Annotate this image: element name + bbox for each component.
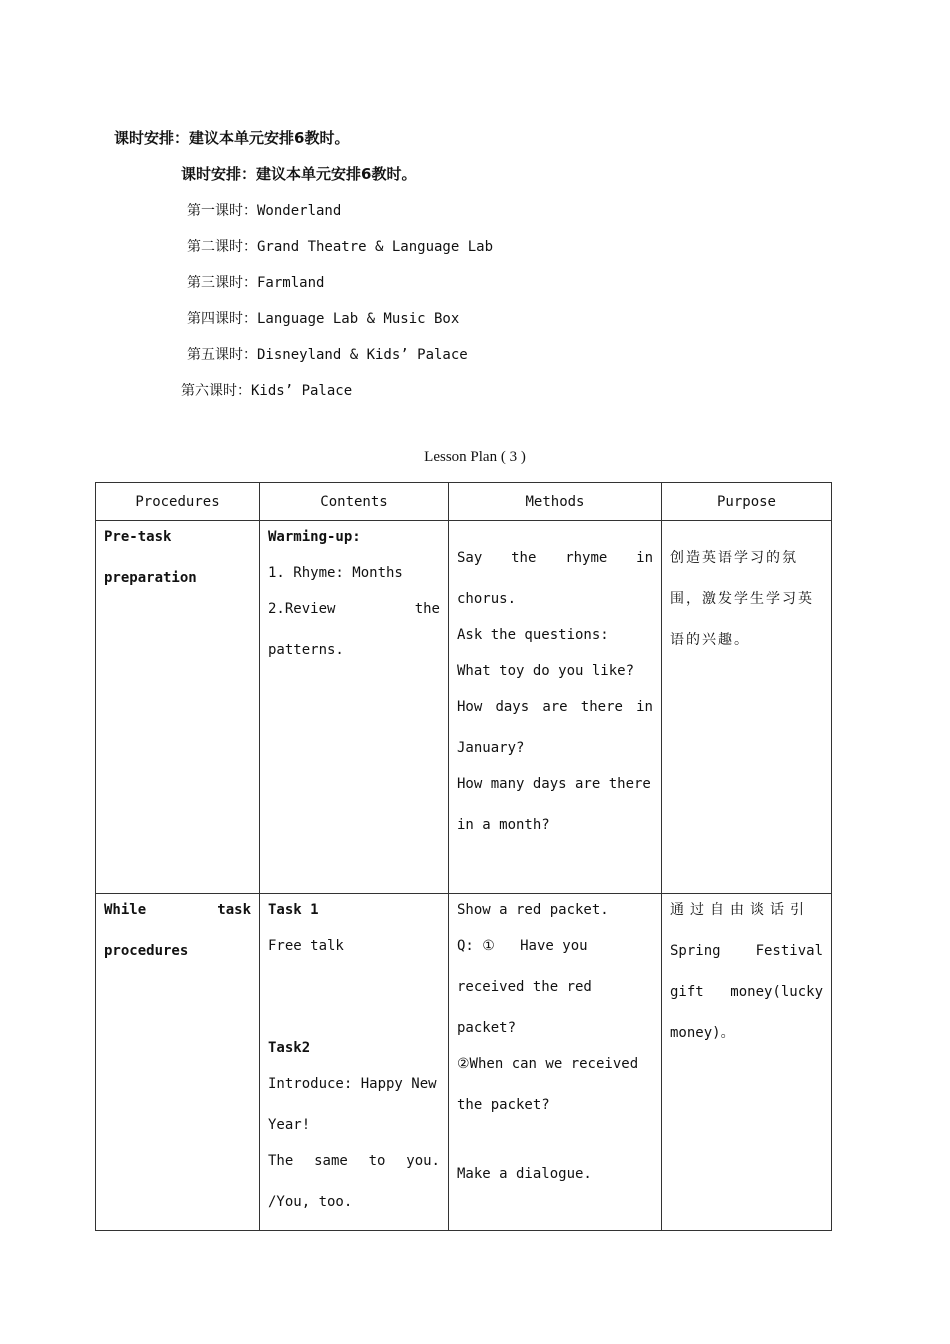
cell-word: there — [580, 699, 623, 715]
purpose-cell — [662, 521, 832, 894]
header-procedures: Procedures — [96, 483, 260, 521]
lesson-6: 第六课时：Kids’ Palace — [181, 383, 353, 399]
cell-line: Year! — [268, 1117, 311, 1133]
cell-line — [104, 900, 251, 920]
cell-word: in — [636, 550, 653, 566]
cell-line: the packet? — [457, 1097, 550, 1113]
cell-word: in — [636, 699, 653, 715]
cell-line: packet? — [457, 1020, 517, 1036]
table-row — [96, 521, 832, 894]
cell-line: preparation — [104, 570, 197, 586]
cell-word: 2.Review — [268, 601, 336, 617]
cell-word: you. — [406, 1153, 440, 1169]
table-row — [96, 894, 832, 1231]
cell-word: same — [314, 1153, 348, 1169]
cell-line — [457, 697, 653, 717]
cell-word: rhyme — [565, 550, 608, 566]
header-purpose: Purpose — [662, 483, 832, 521]
cell-line: procedures — [104, 943, 189, 959]
cell-word: the — [414, 601, 440, 617]
schedule-heading-secondary: 课时安排：建议本单元安排6教时。 — [181, 165, 417, 183]
cell-word: money(lucky — [730, 984, 823, 1000]
cell-word: to — [368, 1153, 386, 1169]
cell-line: chorus. — [457, 591, 517, 607]
cell-line: Task 1 — [268, 902, 319, 918]
cell-line: Show a red packet. — [457, 902, 609, 918]
cell-word: The — [268, 1153, 294, 1169]
schedule-heading-primary: 课时安排：建议本单元安排6教时。 — [114, 129, 350, 147]
cell-line: ②When can we received — [457, 1056, 639, 1072]
cell-word: While — [104, 902, 147, 918]
methods-cell — [449, 521, 662, 894]
cell-line — [670, 982, 823, 1002]
cell-line — [268, 599, 440, 619]
lesson-5: 第五课时：Disneyland & Kids’ Palace — [187, 347, 468, 363]
lesson-1: 第一课时：Wonderland — [187, 203, 342, 219]
cell-word: days — [495, 699, 530, 715]
lesson-2: 第二课时：Grand Theatre & Language Lab — [187, 239, 494, 255]
cell-line: received the red — [457, 979, 592, 995]
cell-line: Pre-task — [104, 529, 172, 545]
cell-line: 通过自由谈话引 — [670, 902, 810, 918]
cell-line: What toy do you like? — [457, 663, 635, 679]
procedures-cell — [96, 894, 260, 1231]
cell-line: January? — [457, 740, 525, 756]
cell-line: Warming-up: — [268, 529, 361, 545]
cell-word: gift — [670, 984, 704, 1000]
procedures-cell — [96, 521, 260, 894]
cell-line: 1. Rhyme: Months — [268, 565, 403, 581]
cell-line: 围，激发学生学习英 — [670, 591, 814, 607]
lesson-3: 第三课时：Farmland — [187, 275, 325, 291]
lesson-plan-table — [95, 482, 832, 1231]
cell-line: /You, too. — [268, 1194, 353, 1210]
cell-word: How — [457, 699, 483, 715]
cell-word: are — [542, 699, 568, 715]
cell-word: the — [511, 550, 537, 566]
cell-line — [670, 941, 823, 961]
contents-cell — [260, 521, 449, 894]
cell-word: Say — [457, 550, 483, 566]
lesson-plan-title: Lesson Plan ( 3 ) — [424, 449, 526, 465]
cell-line: Q: ① Have you — [457, 938, 588, 954]
lesson-4: 第四课时：Language Lab & Music Box — [187, 311, 460, 327]
cell-line: How many days are there — [457, 776, 651, 792]
cell-line: in a month? — [457, 817, 550, 833]
cell-line: Make a dialogue. — [457, 1166, 592, 1182]
cell-line: Task2 — [268, 1040, 311, 1056]
cell-line: 语的兴趣。 — [670, 632, 750, 648]
cell-line — [457, 548, 653, 568]
contents-cell — [260, 894, 449, 1231]
header-contents: Contents — [260, 483, 449, 521]
table-header-row — [96, 483, 832, 521]
cell-line: 创造英语学习的氛 — [670, 550, 798, 566]
cell-line — [268, 1151, 440, 1171]
cell-word: Spring — [670, 943, 721, 959]
cell-line: Introduce: Happy New — [268, 1076, 437, 1092]
cell-line: Free talk — [268, 938, 344, 954]
methods-cell — [449, 894, 662, 1231]
cell-word: task — [217, 902, 251, 918]
cell-word: Festival — [755, 943, 823, 959]
cell-line: patterns. — [268, 642, 344, 658]
cell-line: Ask the questions: — [457, 627, 609, 643]
cell-line: money)。 — [670, 1025, 735, 1041]
purpose-cell — [662, 894, 832, 1231]
header-methods: Methods — [449, 483, 662, 521]
